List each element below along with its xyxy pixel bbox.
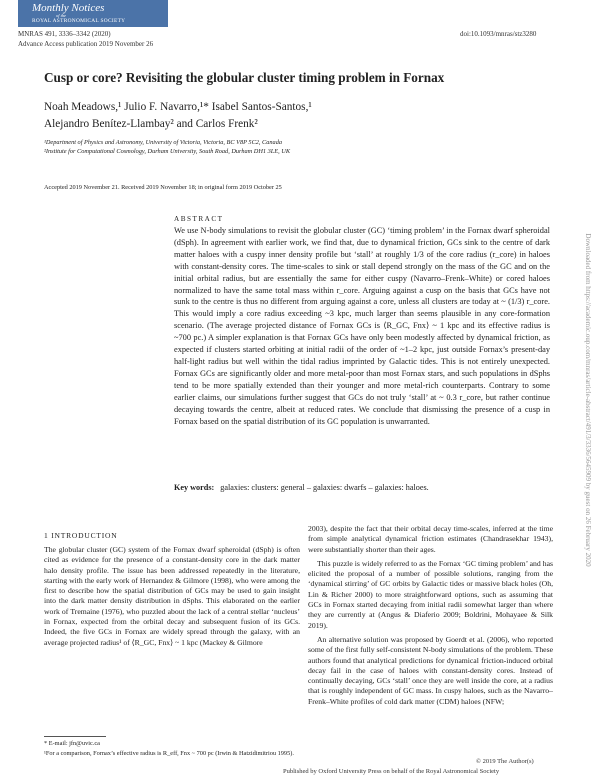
copyright: © 2019 The Author(s) bbox=[476, 758, 534, 765]
footnote-email: * E-mail: jfn@uvic.ca bbox=[44, 740, 100, 747]
affiliation-1: ¹Department of Physics and Astronomy, University of Victoria, Victoria, BC V8P 5C2, Canada bbox=[44, 139, 283, 146]
section-heading-introduction: 1 INTRODUCTION bbox=[44, 531, 118, 540]
abstract-heading: ABSTRACT bbox=[174, 215, 224, 223]
download-watermark: Downloaded from https://academic.oup.com/mnras/article-abstract/491/3/3336/5645909 by guest on 26 February 2020 bbox=[584, 233, 592, 567]
journal-name-of: of the bbox=[56, 13, 67, 18]
doi-link[interactable]: doi:10.1093/mnras/stz3280 bbox=[460, 30, 537, 38]
abstract-text: We use N-body simulations to revisit the globular cluster (GC) ‘timing problem’ in the Fornax dwarf spheroidal (dSph). In agreement with earlier work, we find that, due to dynamical friction, GCs sink to the centre of dark matter haloes with a cuspy inner density profile but ‘stall’ at roughly 1/3 of the core radius (r_core) in haloes with constant-density cores. The time-scales to sink or stall depend strongly on the mass of the GC and on the initial orbital radius, but are essentially the same for either cuspy (Navarro–Frenk–White) or cored haloes normalized to have the same total mass within r_core. Arguing against a cusp on the basis that GCs have not sunk to the centre is thus no different from arguing against a core, unless all clusters are today at ~ (1/3) r_core. This would imply a core radius exceeding ~3 kpc, much larger than seems plausible in any core-formation scenario. (The average projected distance of Fornax GCs is ⟨R_GC, Fnx⟩ ~ 1 kpc and its effective radius is ~700 pc.) A simpler explanation is that Fornax GCs have only been modestly affected by dynamical friction, as expected if clusters started orbiting at initial radii of the order of ~1–2 kpc, just outside Fornax’s present-day half-light radius but well within the tidal radius imprinted by Galactic tides. This is not entirely unexpected. Fornax GCs are significantly older and more metal-poor than most Fornax stars, and such populations in dSphs tend to be more spatially extended than their younger and more metal-rich counterparts. Contrary to some earlier claims, our simulations further suggest that GCs do not truly ‘stall’ at ~ 0.3 r_core, but rather continue decaying towards the centre, albeit at reduced rates. We conclude that dismissing the presence of a cusp in Fornax based on the spatial distribution of its GC population is unwarranted. bbox=[174, 226, 550, 426]
intro-paragraph-2: This puzzle is widely referred to as the Fornax ‘GC timing problem’ and has elicited the proposal of a number of possible solutions, ranging from the ‘dynamical stirring’ of GC orbits by Galactic tides or massive black holes (Oh, Lin & Richer 2000) to more straightforward options, such as assuming that GCs in Fornax started decaying from initial radii somewhat larger than where they are currently at (Angus & Diaferio 2009; Boldrini, Mohayaee & Silk 2019). bbox=[308, 558, 553, 630]
citation: MNRAS 491, 3336–3342 (2020) bbox=[18, 30, 111, 38]
intro-left-column bbox=[44, 545, 300, 648]
intro-paragraph-1-continued: 2003), despite the fact that their orbital decay time-scales, inferred at the time from simple analytical dynamical friction estimates (Chandrasekhar 1943), were substantially shorter than their ages. bbox=[308, 524, 553, 554]
journal-name: Monthly Notices bbox=[32, 2, 105, 14]
keywords-label: Key words: bbox=[174, 483, 215, 492]
keywords bbox=[174, 483, 429, 492]
paper-title: Cusp or core? Revisiting the globular cluster timing problem in Fornax bbox=[44, 70, 445, 85]
authors-line-2: Alejandro Benítez-Llambay² and Carlos Frenk² bbox=[44, 118, 258, 130]
journal-society: ROYAL ASTRONOMICAL SOCIETY bbox=[32, 18, 126, 24]
affiliation-2: ²Institute for Computational Cosmology, Durham University, South Road, Durham DH1 3LE, UK bbox=[44, 148, 291, 155]
intro-paragraph-3: An alternative solution was proposed by Goerdt et al. (2006), who reported some of the first fully self-consistent N-body simulations of the problem. These authors found that analytical predictions for dynamical friction-induced orbital decay fail in the case of haloes with constant-density cores. Instead of continually decaying, GCs ‘stall’ once they are well inside the core, at a radius that is roughly independent of GC mass. In cuspy haloes, such as the Navarro–Frenk–White profiles of cold dark matter (CDM) haloes (NFW; bbox=[308, 634, 553, 706]
journal-banner bbox=[18, 0, 168, 27]
keywords-text: galaxies: clusters: general – galaxies: dwarfs – galaxies: haloes. bbox=[220, 483, 429, 492]
intro-paragraph-1: The globular cluster (GC) system of the Fornax dwarf spheroidal (dSph) is often cited as evidence for the presence of a constant-density core in the dark matter halo density profile. The issue has been addressed repeatedly in the literature, starting with the early work of Hernandez & Gilmore (1998), who were among the first to describe how the spatial distribution of GCs may be used to gain insight into the dark matter density distribution in dSphs. This elaborated on the earlier work of Tremaine (1976), who puzzled about the lack of a central stellar ‘nucleus’ in Fornax, expected from the orbital decay and subsequent fusion of its GCs. Indeed, the five GCs in Fornax are widely spread through the galaxy, with an average projected radius¹ of ⟨R_GC, Fnx⟩ ~ 1 kpc (Mackey & Gilmore bbox=[44, 545, 300, 647]
footnote-1: ¹For a comparison, Fornax’s effective radius is R_eff, Fnx ~ 700 pc (Irwin & Hatzidimitriou 1995). bbox=[44, 750, 294, 757]
publisher-line: Published by Oxford University Press on behalf of the Royal Astronomical Society bbox=[283, 768, 500, 775]
advance-access: Advance Access publication 2019 November 26 bbox=[18, 40, 154, 48]
intro-right-column bbox=[308, 524, 553, 707]
footnote-divider bbox=[44, 736, 106, 737]
accepted-dates: Accepted 2019 November 21. Received 2019 November 18; in original form 2019 October 25 bbox=[44, 184, 282, 191]
authors-line-1: Noah Meadows,¹ Julio F. Navarro,¹* Isabel Santos-Santos,¹ bbox=[44, 101, 312, 113]
